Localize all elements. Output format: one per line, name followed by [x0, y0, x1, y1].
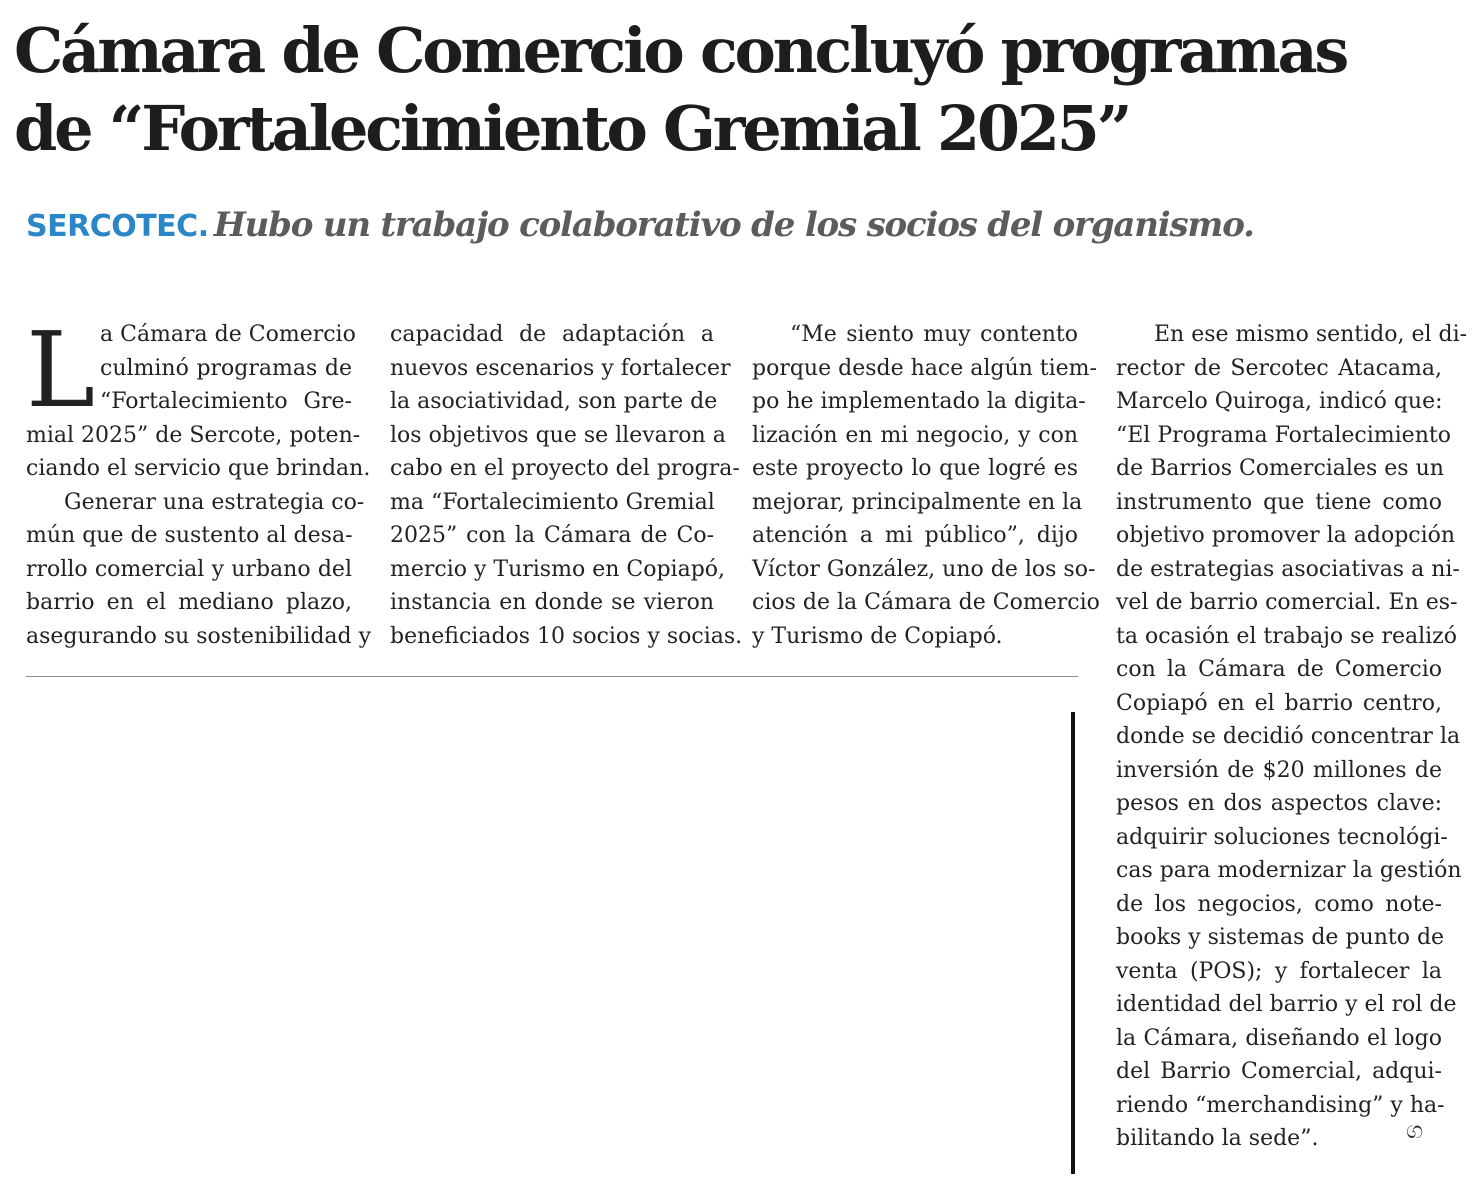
text-line: cas para modernizar la gestión	[1116, 858, 1462, 883]
text-line: donde se decidió concentrar la	[1116, 724, 1461, 749]
text-line: capacidad de adaptación a	[390, 322, 714, 347]
article-column-2	[390, 318, 743, 653]
text-line: cios de la Cámara de Comercio	[752, 590, 1100, 615]
text-line: a Cámara de Comercio	[100, 322, 356, 347]
text-line: adquirir soluciones tecnológi-	[1116, 824, 1448, 850]
text-line: bilitando la sede”.	[1116, 1126, 1319, 1151]
text-line: Marcelo Quiroga, indicó que:	[1116, 389, 1443, 414]
article-column-4	[1116, 318, 1468, 1156]
text-line: ta ocasión el trabajo se realizó	[1116, 623, 1458, 649]
text-line: barrio en el mediano plazo,	[26, 590, 352, 615]
text-line: beneficiados 10 socios y socias.	[390, 623, 743, 649]
headline	[14, 12, 1474, 168]
section-kicker: SERCOTEC.	[26, 209, 209, 244]
text-line: y Turismo de Copiapó.	[752, 623, 1003, 649]
text-line: ma “Fortalecimiento Gremial	[390, 489, 715, 515]
text-line: books y sistemas de punto de	[1116, 925, 1445, 950]
text-line: mial 2025” de Sercote, poten-	[26, 422, 361, 448]
text-line: atención a mi público”, dijo	[752, 523, 1078, 548]
end-mark-icon: ග	[1406, 1116, 1424, 1144]
headline-line-2: de “Fortalecimiento Gremial 2025”	[14, 92, 1130, 165]
text-line: este proyecto lo que logré es	[752, 456, 1078, 481]
text-line: “El Programa Fortalecimiento	[1116, 422, 1451, 448]
text-line: culminó programas de	[100, 355, 352, 381]
text-line: mercio y Turismo en Copiapó,	[390, 556, 726, 582]
text-line: Copiapó en el barrio centro,	[1116, 690, 1442, 716]
text-line: la asociatividad, son parte de	[390, 389, 718, 414]
text-line: la Cámara, diseñando el logo	[1116, 1025, 1442, 1051]
text-line: Generar una estrategia co-	[64, 489, 365, 515]
text-line: riendo “merchandising” y ha-	[1116, 1092, 1445, 1118]
text-line: mejorar, principalmente en la	[752, 489, 1083, 515]
text-line: cabo en el proyecto del progra-	[390, 456, 740, 481]
text-line: po he implementado la digita-	[752, 389, 1086, 414]
text-line: pesos en dos aspectos clave:	[1116, 791, 1442, 816]
vertical-divider	[1071, 712, 1075, 1174]
text-line: ciando el servicio que brindan.	[26, 456, 371, 481]
text-line: mún que de sustento al desa-	[26, 523, 353, 548]
article-column-1	[26, 309, 372, 653]
text-line: vel de barrio comercial. En es-	[1116, 590, 1458, 615]
text-line: Víctor González, uno de los so-	[752, 556, 1096, 582]
subheadline	[26, 205, 1254, 245]
text-line: 2025” con la Cámara de Co-	[390, 523, 714, 548]
text-line: del Barrio Comercial, adqui-	[1116, 1059, 1442, 1084]
text-line: objetivo promover la adopción	[1116, 523, 1456, 548]
text-line: identidad del barrio y el rol de	[1116, 992, 1457, 1017]
deck-text: Hubo un trabajo colaborativo de los socios del organismo.	[213, 205, 1254, 245]
text-line: de Barrios Comerciales es un	[1116, 456, 1444, 481]
text-line: “Me siento muy contento	[790, 322, 1078, 347]
text-line: con la Cámara de Comercio	[1116, 657, 1442, 682]
text-line: inversión de $20 millones de	[1116, 757, 1442, 783]
horizontal-divider	[26, 676, 1078, 677]
text-line: nuevos escenarios y fortalecer	[390, 355, 731, 381]
text-line: instancia en donde se vieron	[390, 590, 714, 615]
article-column-3	[752, 318, 1100, 653]
text-line: asegurando su sostenibilidad y	[26, 623, 372, 649]
text-line: rector de Sercotec Atacama,	[1116, 355, 1442, 381]
text-line: de los negocios, como note-	[1116, 891, 1442, 917]
text-line: los objetivos que se llevaron a	[390, 422, 726, 448]
text-line: venta (POS); y fortalecer la	[1116, 958, 1442, 984]
text-line: “Fortalecimiento Gre-	[100, 389, 352, 414]
text-line: lización en mi negocio, y con	[752, 422, 1078, 448]
text-line: rrollo comercial y urbano del	[26, 556, 352, 582]
text-line: En ese mismo sentido, el di-	[1154, 322, 1468, 347]
headline-line-1: Cámara de Comercio concluyó programas	[14, 14, 1347, 87]
drop-cap: L	[26, 309, 96, 431]
text-line: de estrategias asociativas a ni-	[1116, 556, 1460, 582]
text-line: porque desde hace algún tiem-	[752, 355, 1097, 381]
text-line: instrumento que tiene como	[1116, 489, 1442, 515]
